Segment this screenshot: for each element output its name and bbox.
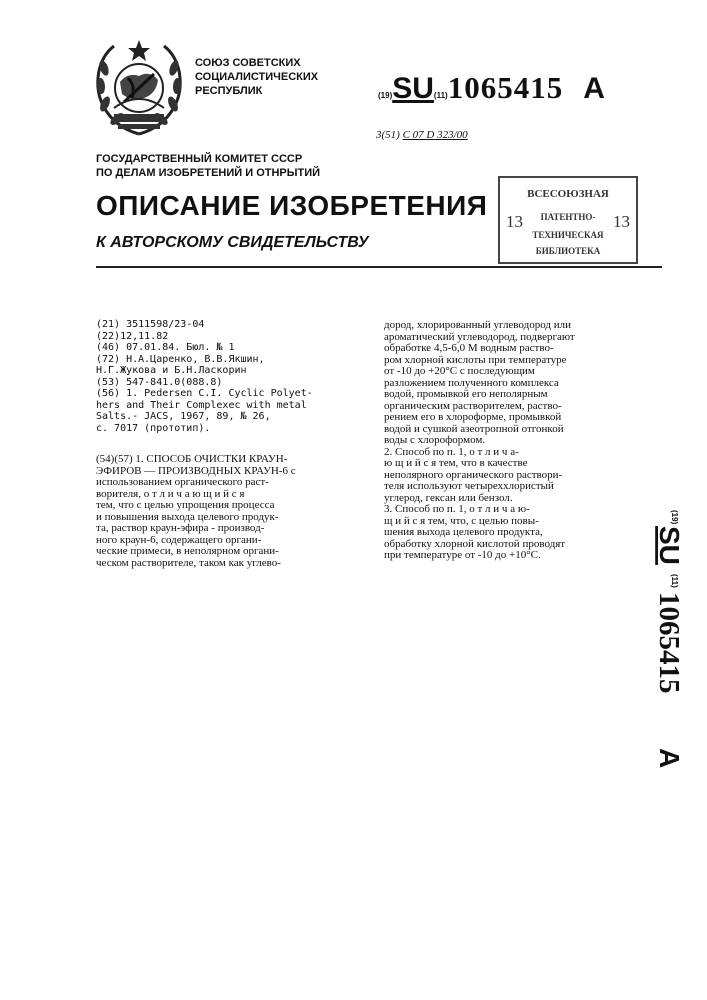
vertical-country-code: SU: [654, 526, 685, 565]
number-code-label: (11): [433, 91, 448, 100]
vertical-patent-digits: 1065415: [653, 592, 685, 694]
library-stamp: ВСЕСОЮЗНАЯ ПАТЕНТНО- ТЕХНИЧЕСКАЯ БИБЛИОТЕКА 13 13: [498, 176, 638, 264]
claim-1-text: (54)(57) 1. СПОСОБ ОЧИСТКИ КРАУН- ЭФИРОВ — ПРОИЗВОДНЫХ КРАУН-6 с использованием органического раст- ворителя, о т л и ч а ю щ и й с я тем, что с целью упрощения процесса и повышения выхода целевого продук- та, раствор краун-эфира - производ- ного краун-6, содержащего органи- ческие примеси, в неполярном органи- ческом растворителе, таком как углево-: [96, 453, 296, 569]
claims-continuation: дород, хлорированный углеводород или ароматический углеводород, подвергают обработке 4,5-6,0 М водным раство- ром хлорной кислоты при температуре от -10 до +20°С с последующим разложением полученного комплекса водой, промывкой его неполярным органическим растворителем, раство- рением его в хлороформе, промывкой водой и сушкой азеотропной отгонкой воды с хлороформом. 2. Способ по п. 1, о т л и ч а- ю щ и й с я тем, что в качестве неполярного органического раствори- теля используют четыреххлористый углерод, гексан или бензол. 3. Способ по п. 1, о т л и ч а ю- щ и й с я тем, что, с целью повы- шения выхода целевого продукта, обработку хлорной кислотой проводят при температуре от -10 до +10°С.: [384, 319, 575, 561]
country-code: SU: [392, 72, 434, 105]
vertical-patent-number: [653, 510, 685, 780]
document-title: ОПИСАНИЕ ИЗОБРЕТЕНИЯ: [96, 190, 488, 221]
ipc-value: С 07 D 323/00: [402, 129, 468, 141]
bibliographic-data: (21) 3511598/23-04 (22)12,11.82 (46) 07.01.84. Бюл. № 1 (72) Н.А.Царенко, В.В.Якшин, Н.Г.Жукова и Б.Н.Ласкорин (53) 547-841.0(088.8) (56) 1. Pedersen C.I. Cyclic Polyet- hers and Their Complexec with metal Salts.- JACS, 1967, 89, № 26, с. 7017 (прототип).: [96, 319, 313, 434]
ussr-state-emblem-icon: [92, 38, 186, 138]
header-divider: [96, 266, 662, 268]
vertical-kind-code: A: [654, 748, 685, 769]
kind-code: A: [583, 72, 605, 105]
stamp-number-right: 13: [613, 212, 630, 231]
stamp-number-left: 13: [506, 212, 523, 231]
union-name: СОЮЗ СОВЕТСКИХ СОЦИАЛИСТИЧЕСКИХ РЕСПУБЛИК: [195, 57, 319, 97]
vertical-country-code-label: (19): [670, 510, 679, 525]
vertical-number-code-label: (11): [670, 574, 679, 588]
document-subtitle: К АВТОРСКОМУ СВИДЕТЕЛЬСТВУ: [96, 234, 369, 251]
ipc-code-label: 3(51): [376, 129, 400, 141]
committee-name: ГОСУДАРСТВЕННЫЙ КОМИТЕТ СССР ПО ДЕЛАМ ИЗОБРЕТЕНИЙ И ОТНРЫТИЙ: [96, 153, 321, 179]
patent-number: 1065415: [447, 70, 564, 105]
patent-number-line: [378, 70, 605, 106]
country-code-label: (19): [378, 91, 393, 100]
ipc-classification: [376, 129, 468, 141]
